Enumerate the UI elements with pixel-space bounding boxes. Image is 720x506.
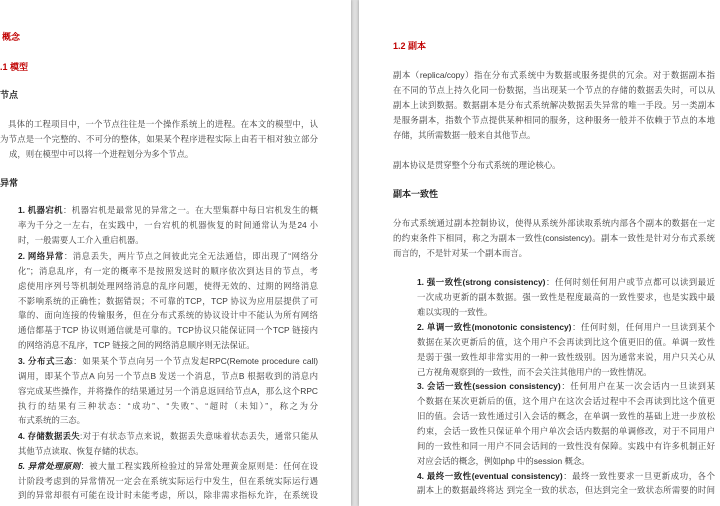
- section-title: 概念: [2, 32, 21, 42]
- body-line: 存储，其所需数据一般来自其他节点。: [393, 130, 536, 140]
- list-item-line: 靠的、面向连接的传输服务，但在分布式系统的协议设计中不能认为所有网络: [18, 310, 318, 320]
- body-line: 分布式系统通过副本控制协议，使得从系统外部读取系统内部各个副本的数据在一定: [393, 218, 715, 228]
- body-line: 成，则在模型中可以将一个进程划分为多个节点。: [9, 149, 194, 159]
- body-line: 副本（replica/copy）指在分布式系统中为数据或服务提供的冗余。对于数据副本指: [393, 70, 715, 80]
- list-item-line: 容完成某些操作，并将操作的结果通过另一个消息返回给节点A，那么这个RPC: [18, 386, 318, 396]
- list-item-line: 难以实现的一致性。: [417, 307, 493, 317]
- page-right: [359, 0, 720, 506]
- list-item: [417, 470, 715, 483]
- list-item: [417, 321, 715, 334]
- page-left: [0, 0, 351, 506]
- list-item: [18, 430, 318, 443]
- list-item-line: 调用，即某个节点A 向另一个节点B 发送一个消息，节点B 根据收到的消息内: [18, 371, 318, 381]
- section-title: 1.2 副本: [393, 41, 427, 51]
- list-item-label: 4. 最终一致性(eventual consistency): [417, 471, 563, 481]
- list-item-label: 5. 异常处理原则: [18, 461, 81, 471]
- exception-heading: 异常: [0, 178, 19, 188]
- list-item-line: 到的异常却很有可能在设计时未能考虑，所以，除非需求指标允许，在系统设: [18, 490, 318, 500]
- body-line: 的约束条件下相同，称之为副本一致性(consistency)。副本一致性是针对分布式系统: [393, 233, 715, 243]
- list-item: [18, 204, 318, 217]
- list-item-line: 率为千分之一左右，在实践中，一台宕机的机器恢复的时间通常认为是24 小: [18, 220, 318, 230]
- list-item: [417, 276, 715, 289]
- list-item-text: ：被大量工程实践所检验过的异常处理黄金原则是：任何在设: [80, 461, 318, 471]
- list-item: [18, 460, 318, 473]
- list-item-line: 个数据在某次更新后的值，这个用户在这次会话过程中不会再读到比这个值更: [417, 396, 715, 406]
- list-item-line: 约束，会话一致性只保证单个用户单次会话内数据的单调修改，对于不同用户: [417, 426, 715, 436]
- list-item-label: 1. 强一致性(strong consistency): [417, 277, 546, 287]
- list-item-line: 副本上的数据最终将达 到完全一致的状态，但达到完全一致状态所需要的时间: [417, 485, 715, 495]
- list-item-line: 不影响系统的正确性；数据错误；不可靠的TCP，TCP 协议为应用层提供了可: [18, 296, 318, 306]
- list-item-line: 一次成功更新的副本数据。强一致性是程度最高的一致性要求，也是实践中最: [417, 292, 715, 302]
- body-line: 而言的，不是针对某一个副本而言。: [393, 248, 527, 258]
- list-item-text: ：机器宕机是最常见的异常之一。在大型集群中每日宕机发生的概: [62, 205, 318, 215]
- list-item: [18, 250, 318, 263]
- list-item-line: 执行的结果有三种状态：“成功”、“失败”、“超时（未知）”，称之为分: [18, 401, 318, 411]
- list-item-label: 1. 机器宕机: [18, 205, 63, 215]
- list-item-text: ：任何时刻，任何用户一旦读到某个: [571, 322, 715, 332]
- list-item-label: 2. 单调一致性(monotonic consistency): [417, 322, 572, 332]
- consistency-heading: 副本一致性: [393, 189, 439, 199]
- list-item-label: 3. 会话一致性(session consistency): [417, 381, 561, 391]
- list-item-text: ：任何用户在某一次会话内一旦读到某: [560, 381, 715, 391]
- list-item-label: 4. 存储数据丢失: [18, 431, 81, 441]
- body-line: 是服务副本，指数个节点提供某种相同的服务，这种服务一般并不依赖于节点的本地: [393, 115, 715, 125]
- list-item-line: 己方视角观察到的一致性，而不会关注其他用户的一致性情况。: [417, 367, 652, 377]
- subsection-title: .1 模型: [0, 62, 29, 72]
- list-item-line: 数据在某次更新后的值，这个用户不会再读到比这个值更旧的值。单调一致性: [417, 337, 715, 347]
- list-item-line: 对应会话的概念，例如php 中的session 概念。: [417, 456, 590, 466]
- list-item-line: 布式系统的三态。: [18, 415, 85, 425]
- list-item-text: ：最终一致性要求一旦更新成功，各个: [562, 471, 715, 481]
- list-item-line: 通信都基于TCP 协议则通信就是可靠的。TCP协议只能保证同一个TCP 链接内: [18, 325, 318, 335]
- list-item-line: 时，一般需要人工介入重启机器。: [18, 235, 144, 245]
- node-heading: 节点: [0, 90, 19, 100]
- list-item-text: :对于有状态节点来说，数据丢失意味着状态丢失，通常只能从: [80, 431, 318, 441]
- list-item-text: ：任何时刻任何用户或节点都可以读到最近: [545, 277, 715, 287]
- list-item-line: 是弱于强一致性却非常实用的一种一致性级别。因为通常来说，用户只关心从: [417, 352, 715, 362]
- list-item-text: ：如果某个节点向另一个节点发起RPC(Remote procedure call): [73, 356, 318, 366]
- body-line: 为节点是一个完整的、不可分的整体，如果某个程序进程实际上由若干相对独立部分: [0, 134, 318, 144]
- list-item-label: 2. 网络异常: [18, 251, 64, 261]
- list-item: [18, 355, 318, 368]
- list-item-line: 其他节点读取、恢复存储的状态。: [18, 446, 144, 456]
- list-item-line: 虑使用序列号等机制处理网络消息的乱序问题，使得无效的、过期的网络消息: [18, 281, 318, 291]
- body-line: 具体的工程项目中，一个节点往往是一个操作系统上的进程。在本文的模型中，认: [8, 119, 318, 129]
- list-item-label: 3. 分布式三态: [18, 356, 74, 366]
- list-item-line: 的网络消息不乱序，TCP 链接之间的网络消息顺序则无法保证。: [18, 340, 255, 350]
- body-line: 副本上读到数据。数据副本是分布式系统解决数据丢失异常的唯一手段。另一类副本: [393, 100, 715, 110]
- list-item-line: 化”；消息乱序，有一定的概率不是按照发送时的顺序依次到达目的节点，考: [18, 266, 318, 276]
- list-item: [417, 380, 715, 393]
- body-line: 在不同的节点上持久化同一份数据，当出现某一个节点的存储的数据丢失时，可以从: [393, 85, 715, 95]
- list-item-line: 计阶段考虑到的异常情况一定会在系统实际运行中发生，但在系统实际运行遇: [18, 476, 318, 486]
- body-line: 副本协议是贯穿整个分布式系统的理论核心。: [393, 160, 561, 170]
- list-item-line: 旧的值。会话一致性通过引入会话的概念，在单调一致性的基础上进一步放松: [417, 411, 715, 421]
- list-item-text: ：消息丢失，两片节点之间彼此完全无法通信，即出现了“网络分: [63, 251, 318, 261]
- list-item-line: 间的一致性和同一用户不同会话间的一致性没有保障。实践中有许多机制正好: [417, 441, 715, 451]
